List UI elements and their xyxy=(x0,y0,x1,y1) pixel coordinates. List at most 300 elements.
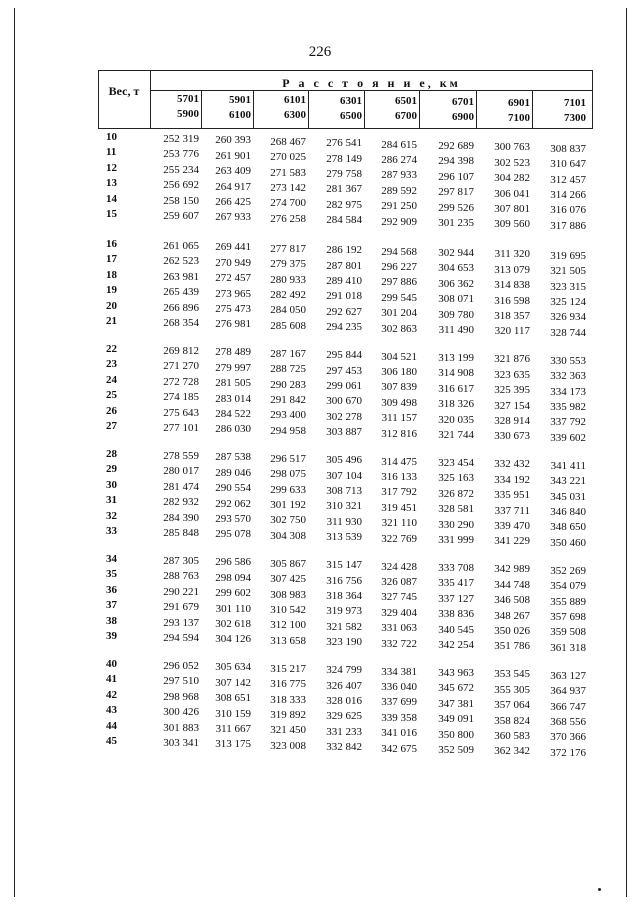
table-cell: 289 410 xyxy=(326,275,362,287)
weight-label: 18 xyxy=(106,268,117,281)
table-cell: 309 780 xyxy=(438,308,474,321)
weight-label: 40 xyxy=(106,658,117,670)
range-to: 7300 xyxy=(564,112,586,125)
table-cell: 303 341 xyxy=(163,737,199,749)
table-cell: 293 137 xyxy=(163,616,199,629)
table-cell: 269 812 xyxy=(163,345,199,357)
right-border xyxy=(626,8,627,897)
table-cell: 281 367 xyxy=(326,183,362,196)
table-cell: 341 229 xyxy=(494,535,530,548)
table-cell: 264 917 xyxy=(215,180,251,193)
table-cell: 326 087 xyxy=(381,576,417,588)
table-cell: 288 725 xyxy=(270,363,306,376)
table-cell: 252 319 xyxy=(163,133,199,145)
table-cell: 350 800 xyxy=(438,728,474,741)
table-cell: 295 844 xyxy=(326,349,362,362)
table-cell: 263 981 xyxy=(163,270,199,283)
table-cell: 354 079 xyxy=(550,580,586,593)
distance-header: Р а с с т о я н и е, км xyxy=(282,76,461,90)
table-cell: 306 041 xyxy=(494,187,530,200)
table-cell: 311 667 xyxy=(215,723,251,735)
table-cell: 338 836 xyxy=(438,608,474,621)
range-from: 6501 xyxy=(395,95,417,108)
table-cell: 341 016 xyxy=(381,727,417,740)
table-cell: 316 617 xyxy=(438,382,474,395)
table-cell: 291 250 xyxy=(381,200,417,213)
table-cell: 267 933 xyxy=(215,211,251,224)
table-cell: 287 538 xyxy=(215,451,251,464)
table-cell: 323 635 xyxy=(494,368,530,381)
table-cell: 352 269 xyxy=(550,564,586,577)
table-cell: 294 958 xyxy=(270,424,306,437)
table-cell: 305 867 xyxy=(270,557,306,570)
weight-header: Вес, т xyxy=(108,84,140,98)
range-from: 6701 xyxy=(452,96,474,108)
table-cell: 258 150 xyxy=(163,194,199,207)
table-cell: 284 390 xyxy=(163,511,199,524)
table-cell: 348 650 xyxy=(550,521,586,534)
weight-label: 38 xyxy=(106,614,117,627)
table-cell: 299 545 xyxy=(381,291,417,304)
range-from: 7101 xyxy=(564,97,586,110)
table-cell: 328 581 xyxy=(438,503,474,516)
table-cell: 300 763 xyxy=(494,141,530,154)
table-cell: 303 887 xyxy=(326,426,362,439)
table-cell: 314 838 xyxy=(494,279,530,292)
table-cell: 310 321 xyxy=(326,500,362,513)
table-cell: 273 142 xyxy=(270,182,306,194)
range-from: 6101 xyxy=(284,94,306,107)
weight-label: 31 xyxy=(106,494,117,507)
table-cell: 291 018 xyxy=(326,290,362,303)
table-cell: 280 017 xyxy=(163,465,199,478)
range-header xyxy=(268,93,306,123)
table-cell: 325 395 xyxy=(494,384,530,397)
weight-label: 30 xyxy=(106,478,117,491)
range-divider xyxy=(532,90,533,128)
table-cell: 307 839 xyxy=(381,381,417,394)
table-cell: 330 553 xyxy=(550,354,586,367)
table-cell: 321 744 xyxy=(438,429,474,441)
table-cell: 297 453 xyxy=(326,364,362,377)
weight-label: 28 xyxy=(106,448,117,460)
table-cell: 318 357 xyxy=(494,310,530,322)
range-header xyxy=(548,96,586,126)
table-cell: 286 030 xyxy=(215,423,251,436)
weight-label: 29 xyxy=(106,463,117,476)
table-cell: 350 026 xyxy=(494,625,530,637)
weight-label: 23 xyxy=(106,358,117,371)
table-cell: 335 982 xyxy=(550,401,586,413)
table-cell: 372 176 xyxy=(550,746,586,759)
table-cell: 285 848 xyxy=(163,527,199,539)
table-cell: 312 816 xyxy=(381,427,417,440)
table-cell: 287 167 xyxy=(270,347,306,360)
weight-label: 15 xyxy=(106,208,117,220)
table-cell: 298 075 xyxy=(270,468,306,481)
range-from: 6301 xyxy=(340,94,362,107)
table-cell: 335 417 xyxy=(438,577,474,590)
table-cell: 343 221 xyxy=(550,475,586,488)
table-cell: 296 517 xyxy=(270,452,306,465)
table-cell: 289 046 xyxy=(215,466,251,479)
table-cell: 308 713 xyxy=(326,485,362,497)
table-cell: 276 981 xyxy=(215,318,251,331)
table-cell: 297 510 xyxy=(163,675,199,688)
table-cell: 296 107 xyxy=(438,170,474,183)
weight-label: 13 xyxy=(106,177,117,190)
table-cell: 300 670 xyxy=(326,395,362,408)
table-cell: 313 539 xyxy=(326,531,362,544)
table-cell: 342 675 xyxy=(381,742,417,755)
weight-label: 16 xyxy=(106,238,117,250)
table-cell: 331 233 xyxy=(326,725,362,738)
table-cell: 313 199 xyxy=(438,352,474,364)
range-to: 6900 xyxy=(452,111,474,123)
table-cell: 266 425 xyxy=(215,196,251,208)
weight-label: 33 xyxy=(106,525,117,537)
table-cell: 285 608 xyxy=(270,319,306,332)
table-cell: 334 192 xyxy=(494,473,530,486)
table-cell: 296 052 xyxy=(163,660,199,672)
table-cell: 279 997 xyxy=(215,361,251,374)
weight-label: 26 xyxy=(106,404,117,417)
weight-label: 34 xyxy=(106,553,117,565)
table-cell: 366 747 xyxy=(550,700,586,713)
table-cell: 337 711 xyxy=(494,504,530,517)
table-cell: 321 505 xyxy=(550,265,586,278)
range-to: 5900 xyxy=(177,108,199,120)
table-cell: 335 951 xyxy=(494,489,530,502)
table-cell: 290 554 xyxy=(215,482,251,495)
table-cell: 329 625 xyxy=(326,710,362,723)
table-cell: 368 556 xyxy=(550,716,586,728)
range-header xyxy=(161,92,199,122)
table-cell: 299 633 xyxy=(270,483,306,496)
table-cell: 350 460 xyxy=(550,536,586,549)
page-number: 226 xyxy=(308,44,332,60)
table-cell: 353 545 xyxy=(494,668,530,681)
table-cell: 330 673 xyxy=(494,430,530,443)
table-cell: 309 498 xyxy=(381,396,417,409)
table-cell: 370 366 xyxy=(550,731,586,744)
table-cell: 343 963 xyxy=(438,667,474,679)
table-cell: 316 775 xyxy=(270,678,306,691)
table-cell: 310 159 xyxy=(215,707,251,720)
table-cell: 294 594 xyxy=(163,632,199,644)
table-cell: 313 079 xyxy=(494,263,530,276)
table-cell: 302 618 xyxy=(215,618,251,630)
table-cell: 301 110 xyxy=(215,602,251,615)
table-cell: 333 708 xyxy=(438,562,474,574)
table-cell: 325 124 xyxy=(550,296,586,308)
table-cell: 262 523 xyxy=(163,255,199,268)
weight-label: 10 xyxy=(106,131,117,143)
table-cell: 268 467 xyxy=(270,135,306,148)
table-cell: 311 930 xyxy=(326,515,362,528)
table-cell: 325 163 xyxy=(438,472,474,485)
range-from: 5901 xyxy=(229,93,251,106)
table-cell: 323 454 xyxy=(438,457,474,469)
table-cell: 263 409 xyxy=(215,165,251,178)
scan-mark xyxy=(598,888,601,891)
range-header xyxy=(324,94,362,124)
table-cell: 282 932 xyxy=(163,496,199,509)
table-cell: 337 792 xyxy=(550,416,586,429)
range-divider xyxy=(364,90,365,128)
header-left-rule xyxy=(98,70,99,128)
table-cell: 337 127 xyxy=(438,592,474,605)
table-cell: 292 689 xyxy=(438,140,474,152)
weight-label: 22 xyxy=(106,343,117,355)
weight-label: 17 xyxy=(106,253,117,266)
table-cell: 331 063 xyxy=(381,622,417,635)
table-cell: 287 305 xyxy=(163,555,199,567)
table-cell: 316 076 xyxy=(550,204,586,217)
table-cell: 299 602 xyxy=(215,587,251,600)
weight-label: 21 xyxy=(106,315,117,327)
table-cell: 280 933 xyxy=(270,273,306,286)
table-cell: 305 496 xyxy=(326,454,362,467)
table-cell: 358 824 xyxy=(494,714,530,727)
table-cell: 279 758 xyxy=(326,168,362,180)
weight-label: 20 xyxy=(106,299,117,312)
table-cell: 332 722 xyxy=(381,637,417,650)
table-cell: 319 892 xyxy=(270,709,306,721)
table-cell: 363 127 xyxy=(550,669,586,682)
weight-label: 42 xyxy=(106,688,117,701)
left-border xyxy=(14,8,15,897)
table-cell: 298 968 xyxy=(163,690,199,703)
table-cell: 308 651 xyxy=(215,692,251,705)
table-cell: 320 117 xyxy=(494,325,530,338)
table-cell: 274 700 xyxy=(270,197,306,210)
table-cell: 327 154 xyxy=(494,399,530,412)
table-cell: 311 157 xyxy=(381,412,417,425)
table-cell: 326 407 xyxy=(326,679,362,692)
table-cell: 265 439 xyxy=(163,286,199,299)
table-cell: 304 282 xyxy=(494,172,530,185)
weight-label: 45 xyxy=(106,735,117,747)
table-cell: 271 270 xyxy=(163,360,199,373)
range-to: 7100 xyxy=(508,111,530,124)
table-cell: 336 040 xyxy=(381,681,417,693)
table-cell: 318 333 xyxy=(270,693,306,706)
table-cell: 308 071 xyxy=(438,293,474,306)
table-cell: 270 025 xyxy=(270,151,306,164)
table-cell: 276 541 xyxy=(326,137,362,150)
weight-label: 19 xyxy=(106,284,117,297)
table-cell: 261 901 xyxy=(215,149,251,162)
table-cell: 364 937 xyxy=(550,685,586,698)
table-cell: 319 695 xyxy=(550,249,586,262)
table-cell: 326 934 xyxy=(550,311,586,324)
weight-label: 35 xyxy=(106,568,117,581)
table-cell: 298 094 xyxy=(215,571,251,584)
table-cell: 314 475 xyxy=(381,455,417,468)
table-cell: 346 508 xyxy=(494,594,530,607)
table-cell: 269 441 xyxy=(215,241,251,254)
table-cell: 274 185 xyxy=(163,391,199,404)
range-from: 5701 xyxy=(177,93,199,105)
table-cell: 282 492 xyxy=(270,289,306,301)
table-cell: 306 362 xyxy=(438,277,474,290)
table-cell: 362 342 xyxy=(494,745,530,758)
range-header xyxy=(379,94,417,124)
range-divider xyxy=(201,90,202,128)
table-cell: 328 744 xyxy=(550,326,586,339)
table-cell: 332 432 xyxy=(494,458,530,471)
table-cell: 289 592 xyxy=(381,184,417,197)
table-cell: 308 983 xyxy=(270,588,306,601)
table-cell: 307 104 xyxy=(326,469,362,482)
table-cell: 307 425 xyxy=(270,573,306,586)
table-cell: 290 221 xyxy=(163,585,199,598)
range-to: 6500 xyxy=(340,109,362,122)
table-cell: 344 748 xyxy=(494,578,530,591)
table-cell: 315 217 xyxy=(270,662,306,675)
table-cell: 323 315 xyxy=(550,280,586,293)
weight-label: 24 xyxy=(106,373,117,386)
table-cell: 302 863 xyxy=(381,322,417,335)
header-bottom-rule xyxy=(98,128,593,129)
table-cell: 339 470 xyxy=(494,520,530,532)
table-cell: 321 110 xyxy=(381,517,417,530)
table-cell: 361 318 xyxy=(550,641,586,654)
table-cell: 347 381 xyxy=(438,697,474,710)
weight-label: 12 xyxy=(106,161,117,174)
table-cell: 272 728 xyxy=(163,375,199,388)
table-cell: 331 999 xyxy=(438,534,474,546)
table-cell: 277 101 xyxy=(163,422,199,434)
table-cell: 270 949 xyxy=(215,256,251,269)
table-cell: 281 505 xyxy=(215,377,251,390)
table-cell: 307 801 xyxy=(494,203,530,215)
table-cell: 273 965 xyxy=(215,287,251,300)
table-cell: 339 602 xyxy=(550,431,586,444)
table-cell: 314 908 xyxy=(438,367,474,380)
table-cell: 327 745 xyxy=(381,591,417,604)
table-cell: 253 776 xyxy=(163,148,199,161)
table-cell: 348 267 xyxy=(494,609,530,622)
table-cell: 329 404 xyxy=(381,606,417,619)
table-cell: 288 763 xyxy=(163,570,199,583)
weight-label: 43 xyxy=(106,704,117,717)
table-cell: 277 817 xyxy=(270,242,306,255)
table-cell: 281 474 xyxy=(163,480,199,493)
weight-label: 32 xyxy=(106,509,117,522)
table-cell: 302 523 xyxy=(494,156,530,169)
table-cell: 317 792 xyxy=(381,486,417,499)
table-cell: 334 173 xyxy=(550,385,586,398)
table-cell: 328 914 xyxy=(494,415,530,427)
table-cell: 332 842 xyxy=(326,741,362,754)
table-cell: 287 801 xyxy=(326,259,362,272)
weight-label: 14 xyxy=(106,192,117,205)
table-cell: 301 204 xyxy=(381,307,417,320)
range-header xyxy=(213,93,251,123)
table-cell: 342 254 xyxy=(438,639,474,651)
table-cell: 299 526 xyxy=(438,201,474,214)
table-cell: 324 428 xyxy=(381,560,417,573)
table-cell: 293 400 xyxy=(270,409,306,422)
range-from: 6901 xyxy=(508,96,530,109)
table-cell: 355 305 xyxy=(494,683,530,696)
table-cell: 290 283 xyxy=(270,378,306,391)
range-divider xyxy=(253,90,254,128)
table-cell: 268 354 xyxy=(163,317,199,329)
table-cell: 315 147 xyxy=(326,559,362,572)
table-cell: 308 837 xyxy=(550,142,586,155)
table-cell: 286 192 xyxy=(326,244,362,257)
table-cell: 316 133 xyxy=(381,471,417,483)
table-cell: 293 570 xyxy=(215,513,251,525)
table-cell: 312 457 xyxy=(550,173,586,186)
table-cell: 282 975 xyxy=(326,198,362,211)
table-cell: 275 473 xyxy=(215,303,251,315)
table-cell: 314 266 xyxy=(550,189,586,201)
table-cell: 275 643 xyxy=(163,406,199,419)
table-cell: 328 016 xyxy=(326,695,362,707)
table-cell: 319 451 xyxy=(381,501,417,514)
table-cell: 355 889 xyxy=(550,595,586,608)
table-cell: 295 078 xyxy=(215,528,251,541)
table-cell: 311 320 xyxy=(494,248,530,261)
table-cell: 349 091 xyxy=(438,713,474,726)
table-cell: 278 559 xyxy=(163,450,199,462)
table-cell: 301 235 xyxy=(438,217,474,229)
table-cell: 360 583 xyxy=(494,730,530,742)
weight-label: 25 xyxy=(106,389,117,402)
range-header xyxy=(492,96,530,126)
table-cell: 357 064 xyxy=(494,699,530,712)
table-cell: 321 450 xyxy=(270,724,306,737)
table-cell: 304 126 xyxy=(215,633,251,646)
table-cell: 357 698 xyxy=(550,611,586,623)
weight-label: 37 xyxy=(106,599,117,612)
table-cell: 340 545 xyxy=(438,623,474,636)
table-cell: 283 014 xyxy=(215,392,251,405)
table-cell: 320 035 xyxy=(438,413,474,426)
table-cell: 256 692 xyxy=(163,179,199,192)
table-cell: 292 627 xyxy=(326,305,362,318)
table-cell: 294 398 xyxy=(438,155,474,168)
table-cell: 337 699 xyxy=(381,696,417,709)
table-cell: 306 180 xyxy=(381,366,417,378)
table-cell: 345 031 xyxy=(550,490,586,503)
table-cell: 301 192 xyxy=(270,499,306,511)
range-divider xyxy=(476,90,477,128)
range-to: 6300 xyxy=(284,109,306,122)
weight-label: 27 xyxy=(106,420,117,432)
range-header xyxy=(436,95,474,125)
table-cell: 310 647 xyxy=(550,158,586,171)
table-cell: 291 842 xyxy=(270,394,306,406)
table-cell: 297 817 xyxy=(438,186,474,199)
table-cell: 305 634 xyxy=(215,661,251,674)
table-cell: 301 883 xyxy=(163,721,199,734)
table-cell: 316 598 xyxy=(494,294,530,307)
table-cell: 324 799 xyxy=(326,664,362,677)
table-cell: 284 584 xyxy=(326,214,362,227)
table-cell: 300 426 xyxy=(163,706,199,719)
table-cell: 304 521 xyxy=(381,350,417,363)
table-cell: 278 149 xyxy=(326,152,362,165)
table-cell: 321 876 xyxy=(494,353,530,366)
table-cell: 319 973 xyxy=(326,605,362,618)
table-cell: 323 008 xyxy=(270,739,306,752)
table-cell: 271 583 xyxy=(270,166,306,179)
